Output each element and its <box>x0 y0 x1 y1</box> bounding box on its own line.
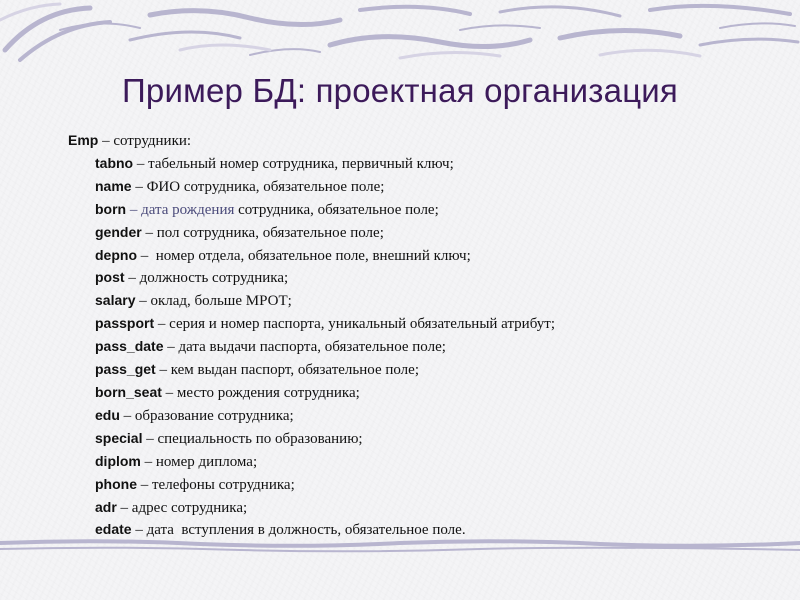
field-list <box>68 130 768 542</box>
field-desc: – номер отдела, обязательное поле, внешний ключ; <box>137 247 471 264</box>
field-name: diplom <box>95 452 141 469</box>
field-name: post <box>95 269 125 286</box>
list-item <box>68 474 768 497</box>
list-item <box>68 176 768 199</box>
page-title: Пример БД: проектная организация <box>122 72 678 109</box>
list-item <box>68 428 768 451</box>
list-item <box>68 336 768 359</box>
field-desc: – серия и номер паспорта, уникальный обязательный атрибут; <box>154 316 555 333</box>
field-desc: – дата выдачи паспорта, обязательное поле; <box>163 339 446 356</box>
list-item <box>68 313 768 336</box>
field-name: name <box>95 177 132 194</box>
field-name: adr <box>95 498 117 515</box>
field-name: gender <box>95 223 142 240</box>
field-desc-highlight: – дата рождения <box>126 201 235 218</box>
field-desc: – дата вступления в должность, обязательное поле. <box>131 522 466 539</box>
field-name: edate <box>95 521 132 538</box>
list-item <box>68 497 768 520</box>
list-item <box>68 153 768 176</box>
field-desc: – ФИО сотрудника, обязательное поле; <box>131 178 385 195</box>
list-item <box>68 451 768 474</box>
list-item <box>68 405 768 428</box>
field-desc: – оклад, больше МРОТ; <box>135 293 292 310</box>
field-name: special <box>95 429 143 446</box>
bottom-wave-decoration <box>0 535 800 557</box>
field-name: passport <box>95 315 155 332</box>
list-item <box>68 267 768 290</box>
list-item <box>68 199 768 222</box>
field-desc: – табельный номер сотрудника, первичный ключ; <box>133 155 454 172</box>
list-item <box>68 222 768 245</box>
list-item <box>68 359 768 382</box>
field-desc: – адрес сотрудника; <box>116 499 248 516</box>
field-desc: – номер диплома; <box>140 453 258 470</box>
entity-desc: – сотрудники: <box>98 133 192 149</box>
field-desc: – телефоны сотрудника; <box>137 476 295 493</box>
field-desc: – место рождения сотрудника; <box>161 384 360 401</box>
field-name: depno <box>95 246 137 263</box>
field-desc: – кем выдан паспорт, обязательное поле; <box>155 362 419 379</box>
field-name: born_seat <box>95 383 162 400</box>
field-name: salary <box>95 292 136 309</box>
field-name: tabno <box>95 154 134 171</box>
top-wave-decoration <box>0 0 800 70</box>
field-desc: – пол сотрудника, обязательное поле; <box>141 224 384 241</box>
field-name: pass_date <box>95 338 164 355</box>
field-name: pass_get <box>95 361 156 378</box>
entity-name: Emp <box>68 132 99 148</box>
field-desc: – должность сотрудника; <box>124 270 289 287</box>
list-item <box>68 382 768 405</box>
field-name: edu <box>95 406 120 423</box>
list-item <box>68 245 768 268</box>
field-name: phone <box>95 475 137 492</box>
field-desc: – специальность по образованию; <box>142 430 363 447</box>
field-desc: сотрудника, обязательное поле; <box>234 201 439 218</box>
entity-line <box>68 130 768 153</box>
field-name: born <box>95 200 127 217</box>
field-desc: – образование сотрудника; <box>119 407 294 424</box>
list-item <box>68 290 768 313</box>
